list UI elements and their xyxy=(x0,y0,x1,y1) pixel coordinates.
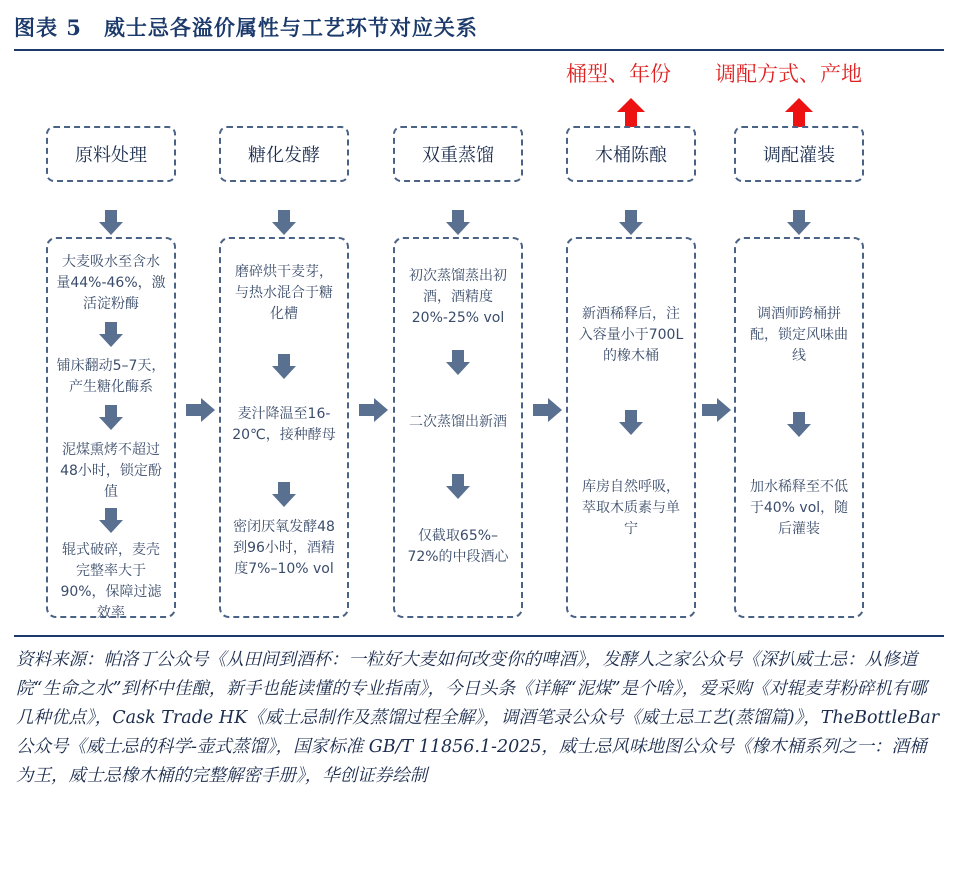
step-text: 仅截取65%–72%的中段酒心 xyxy=(407,528,509,565)
stage-header-cask-aging: 木桶陈酿 xyxy=(566,126,696,182)
source-rule xyxy=(14,635,944,637)
premium-label-blend: 调配方式、产地 xyxy=(715,62,862,86)
step-text: 库房自然呼吸，萃取木质素与单宁 xyxy=(582,479,680,537)
step-text: 新酒稀释后，注入容量小于700L的橡木桶 xyxy=(578,306,684,364)
title-rule xyxy=(14,49,944,51)
step-text: 磨碎烘干麦芽，与热水混合于糖化槽 xyxy=(235,264,333,322)
step-text: 二次蒸馏出新酒 xyxy=(409,414,507,430)
figure-title-text: 威士忌各溢价属性与工艺环节对应关系 xyxy=(103,15,478,40)
step-text: 密闭厌氧发酵48到96小时，酒精度7%–10% vol xyxy=(233,519,335,577)
step-text: 加水稀释至不低于40% vol，随后灌装 xyxy=(749,479,849,537)
premium-label-cask: 桶型、年份 xyxy=(566,62,671,86)
figure-number: 图表 5 xyxy=(14,15,82,40)
step-text: 大麦吸水至含水量44%-46%，激活淀粉酶 xyxy=(56,254,166,312)
step-text: 调酒师跨桶拼配，锁定风味曲线 xyxy=(750,306,848,364)
stage-header-raw-material: 原料处理 xyxy=(46,126,176,182)
stage-header-mashing-fermentation: 糖化发酵 xyxy=(219,126,349,182)
step-text: 泥煤熏烤不超过48小时，锁定酚值 xyxy=(60,442,162,500)
step-text: 铺床翻动5–7天，产生糖化酶系 xyxy=(56,358,166,395)
step-text: 辊式破碎，麦壳完整率大于90%，保障过滤效率 xyxy=(60,542,162,621)
stage-header-blending-bottling: 调配灌装 xyxy=(734,126,864,182)
source-note: 资料来源：帕洛丁公众号《从田间到酒杯：一粒好大麦如何改变你的啤酒》，发酵人之家公众号《深扒威士忌：从修道院“生命之水”到杯中佳酿，新手也能读懂的专业指南》，今日头条《详解“泥煤”是个啥》，爱采购《对辊麦芽粉碎机有哪几种优点》，Cask Trade HK《威士忌制作及蒸馏过程全解》，调酒笔录公众号《威士忌工艺(蒸馏篇)》，TheBottleBar 公众号《威士忌的科学-壶式蒸馏》，国家标准 GB/T 11856.1-2025，威士忌风味地图公众号《橡木桶系列之一：酒桶为王，威士忌橡木桶的完整解密手册》，华创证券绘制 xyxy=(16,650,940,786)
figure-title xyxy=(14,12,478,42)
step-text: 麦汁降温至16-20℃，接种酵母 xyxy=(232,406,336,443)
step-text: 初次蒸馏蒸出初酒，酒精度20%-25% vol xyxy=(409,268,507,326)
stage-header-double-distillation: 双重蒸馏 xyxy=(393,126,523,182)
